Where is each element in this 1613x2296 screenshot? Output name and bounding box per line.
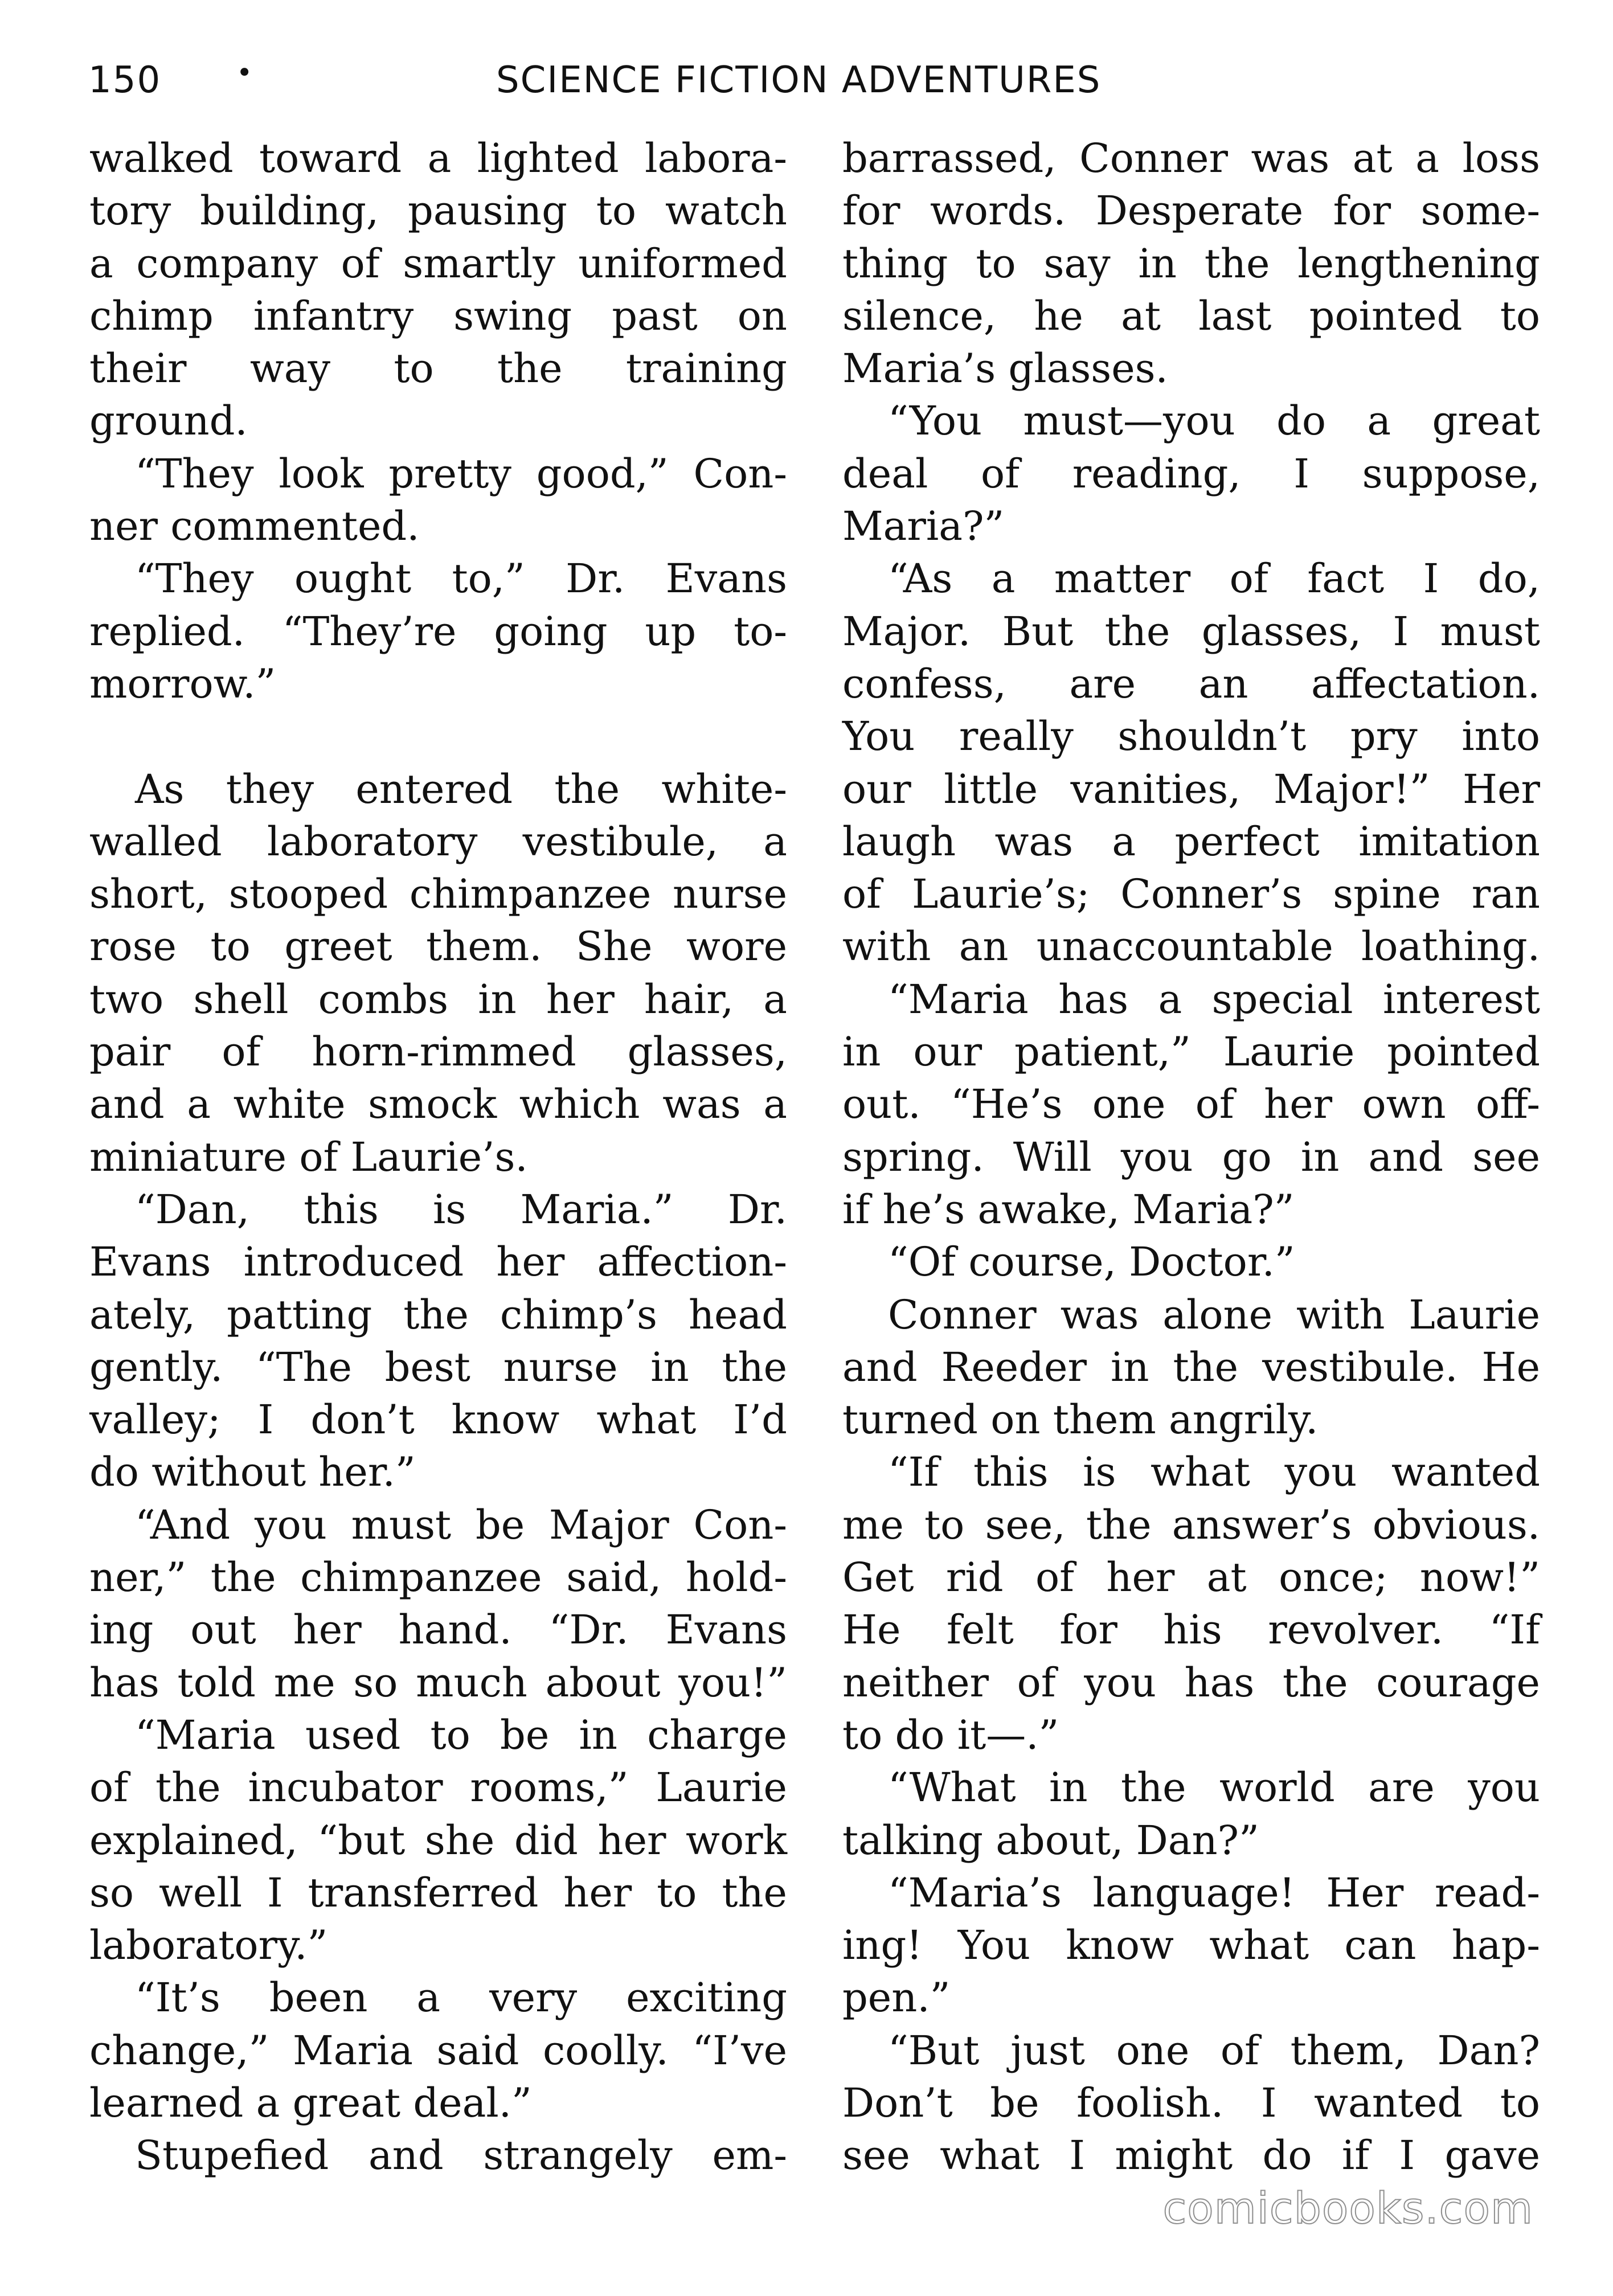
text-line: pair of horn-rimmed glasses, <box>89 1028 787 1076</box>
text-line: “What in the world are you <box>888 1764 1540 1811</box>
text-line: miniature of Laurie’s. <box>89 1133 528 1180</box>
text-line: laugh was a perfect imitation <box>842 818 1540 865</box>
page-header <box>88 59 1546 122</box>
text-line: in our patient,” Laurie pointed <box>842 1028 1540 1076</box>
running-head-title: SCIENCE FICTION ADVENTURES <box>496 59 1102 101</box>
text-line: me to see, the answer’s obvious. <box>842 1501 1540 1548</box>
text-line: gently. “The best nurse in the <box>89 1343 787 1391</box>
text-line: “They look pretty good,” Con- <box>135 450 787 497</box>
text-line: ing! You know what can hap- <box>842 1922 1540 1969</box>
text-line: “They ought to,” Dr. Evans <box>135 555 787 602</box>
text-line: He felt for his revolver. “If <box>842 1606 1540 1654</box>
text-line: out. “He’s one of her own off- <box>842 1081 1540 1128</box>
right-text-column <box>842 132 1540 2182</box>
text-line: ately, patting the chimp’s head <box>89 1291 787 1338</box>
text-line: You really shouldn’t pry into <box>842 713 1540 760</box>
text-line: Maria’s glasses. <box>842 345 1168 392</box>
text-line: explained, “but she did her work <box>89 1817 787 1864</box>
text-line: rose to greet them. She wore <box>89 923 787 970</box>
text-line: replied. “They’re going up to- <box>89 608 787 655</box>
text-line: to do it—.” <box>842 1711 1059 1758</box>
text-line: “If this is what you wanted <box>888 1449 1540 1496</box>
watermark: comicbooks.com <box>1162 2183 1533 2233</box>
text-line: change,” Maria said coolly. “I’ve <box>89 2027 787 2074</box>
text-line: two shell combs in her hair, a <box>89 975 787 1023</box>
text-line: of the incubator rooms,” Laurie <box>89 1764 787 1811</box>
text-line: “You must—you do a great <box>888 397 1540 445</box>
header-separator: • <box>236 57 254 89</box>
text-line: for words. Desperate for some- <box>842 187 1540 235</box>
section-break <box>89 710 787 762</box>
text-line: valley; I don’t know what I’d <box>89 1396 787 1444</box>
text-line: thing to say in the lengthening <box>842 240 1540 287</box>
text-line: “As a matter of fact I do, <box>888 555 1540 602</box>
text-line: “It’s been a very exciting <box>135 1974 787 2022</box>
text-line: “And you must be Major Con- <box>135 1501 787 1548</box>
text-line: walled laboratory vestibule, a <box>89 818 787 865</box>
text-line: “Dan, this is Maria.” Dr. <box>135 1186 787 1233</box>
text-line: “Maria’s language! Her read- <box>888 1869 1540 1916</box>
text-line: chimp infantry swing past on <box>89 292 787 339</box>
page-number: 150 <box>88 59 162 101</box>
text-line: confess, are an affectation. <box>842 660 1540 707</box>
text-line: Don’t be foolish. I wanted to <box>842 2079 1540 2126</box>
text-line: morrow.” <box>89 660 276 707</box>
text-line: spring. Will you go in and see <box>842 1133 1540 1180</box>
text-line: neither of you has the courage <box>842 1659 1540 1706</box>
text-line: “But just one of them, Dan? <box>888 2027 1540 2074</box>
text-line: walked toward a lighted labora- <box>89 135 787 182</box>
text-line: “Maria has a special interest <box>888 975 1540 1023</box>
text-line: tory building, pausing to watch <box>89 187 787 235</box>
left-text-column <box>89 132 787 2182</box>
text-line: talking about, Dan?” <box>842 1817 1259 1864</box>
text-line: of Laurie’s; Conner’s spine ran <box>842 871 1540 918</box>
text-line: ing out her hand. “Dr. Evans <box>89 1606 787 1654</box>
text-line: has told me so much about you!” <box>89 1659 787 1706</box>
text-line: Maria?” <box>842 503 1005 550</box>
text-line: silence, he at last pointed to <box>842 292 1540 339</box>
text-line: their way to the training <box>89 345 787 392</box>
text-line: Major. But the glasses, I must <box>842 608 1540 655</box>
text-line: if he’s awake, Maria?” <box>842 1186 1295 1233</box>
text-line: “Of course, Doctor.” <box>888 1239 1295 1286</box>
text-line: Conner was alone with Laurie <box>888 1291 1540 1338</box>
text-line: and a white smock which was a <box>89 1081 787 1128</box>
text-line: learned a great deal.” <box>89 2079 532 2126</box>
text-line: turned on them angrily. <box>842 1396 1319 1444</box>
text-line: laboratory.” <box>89 1922 328 1969</box>
text-line: with an unaccountable loathing. <box>842 923 1540 970</box>
text-line: As they entered the white- <box>135 765 787 813</box>
text-line: “Maria used to be in charge <box>135 1711 787 1758</box>
text-line: ground. <box>89 397 248 445</box>
text-line: and Reeder in the vestibule. He <box>842 1343 1540 1391</box>
text-line: barrassed, Conner was at a loss <box>842 135 1540 182</box>
text-line: ner commented. <box>89 503 420 550</box>
text-line: Get rid of her at once; now!” <box>842 1554 1540 1601</box>
text-line: deal of reading, I suppose, <box>842 450 1540 497</box>
text-line: a company of smartly uniformed <box>89 240 787 287</box>
text-line: see what I might do if I gave <box>842 2132 1540 2179</box>
text-line: Stupefied and strangely em- <box>135 2132 787 2179</box>
text-line: short, stooped chimpanzee nurse <box>89 871 787 918</box>
text-line: our little vanities, Major!” Her <box>842 765 1540 813</box>
text-line: Evans introduced her affection- <box>89 1239 787 1286</box>
text-line: pen.” <box>842 1974 951 2022</box>
text-line: so well I transferred her to the <box>89 1869 787 1916</box>
text-line: do without her.” <box>89 1449 416 1496</box>
text-line: ner,” the chimpanzee said, hold- <box>89 1554 787 1601</box>
